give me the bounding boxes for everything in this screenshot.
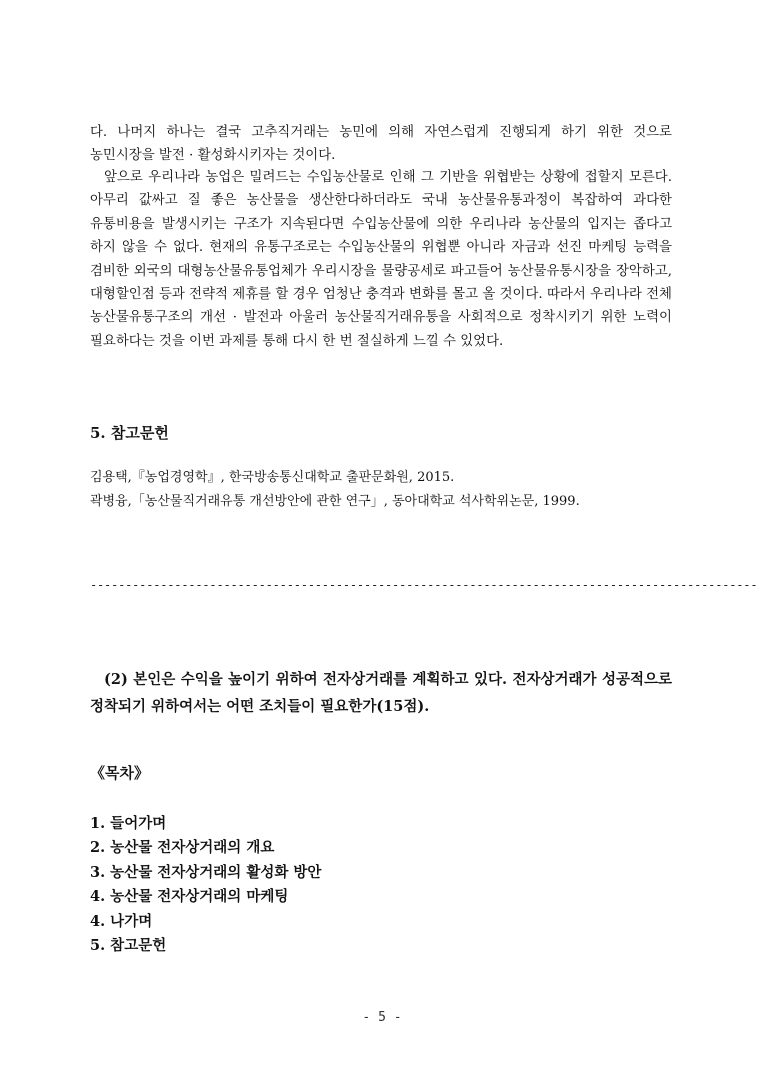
toc-title: 《목차》	[90, 764, 149, 782]
references-heading: 5. 참고문헌	[90, 424, 169, 442]
toc-item: 2. 농산물 전자상거래의 개요	[90, 839, 275, 857]
body-paragraph-2: 앞으로 우리나라 농업은 밀려드는 수입농산물로 인해 그 기반을 위협받는 상황에 접할지 모른다. 아무리 값싸고 질 좋은 농산물을 생산한다하더라도 국내 농산물유통과정이 복잡하여 과다한 유통비용을 발생시키는 구조가 지속된다면 수입농산물에 의한 우리나라 농산물의 입지는 좁다고 하지 않을 수 없다. 현재의 유통구조로는 수입농산물의 위협뿐 아니라 자금과 선진 마케팅 능력을 겸비한 외국의 대형농산물유통업체가 우리시장을 물량공세로 파고들어 농산물유통시장을 장악하고, 대형할인점 등과 전략적 제휴를 할 경우 엄청난 충격과 변화를 몰고 올 것이다. 따라서 우리나라 전체 농산물유통구조의 개선 · 발전과 아울러 농산물직거래유통을 사회적으로 정착시키기 위한 노력이 필요하다는 것을 이번 과제를 통해 다시 한 번 절실하게 느낄 수 있었다.	[90, 170, 672, 349]
reference-item: 곽병융,「농산물직거래유통 개선방안에 관한 연구」, 동아대학교 석사학위논문, 1999.	[90, 494, 580, 509]
toc-item: 3. 농산물 전자상거래의 활성화 방안	[90, 863, 322, 881]
toc-item: 4. 농산물 전자상거래의 마케팅	[90, 888, 289, 906]
section-divider: -----------------------------------------------------------------------------------------------	[90, 578, 758, 592]
question-text: (2) 본인은 수익을 높이기 위하여 전자상거래를 계획하고 있다. 전자상거래가 성공적으로 정착되기 위하여서는 어떤 조치들이 필요한가(15점).	[90, 671, 672, 715]
body-paragraph-1: 다. 나머지 하나는 결국 고추직거래는 농민에 의해 자연스럽게 진행되게 하기 위한 것으로 농민시장을 발전 · 활성화시키자는 것이다.	[90, 125, 672, 164]
toc-item: 4. 나가며	[90, 912, 153, 930]
toc-item: 1. 들어가며	[90, 815, 167, 832]
toc-list	[90, 812, 321, 958]
toc-item: 5. 참고문헌	[90, 936, 167, 954]
page-number: - 5 -	[362, 1010, 402, 1025]
reference-item: 김용택,『농업경영학』, 한국방송통신대학교 출판문화원, 2015.	[90, 470, 455, 485]
